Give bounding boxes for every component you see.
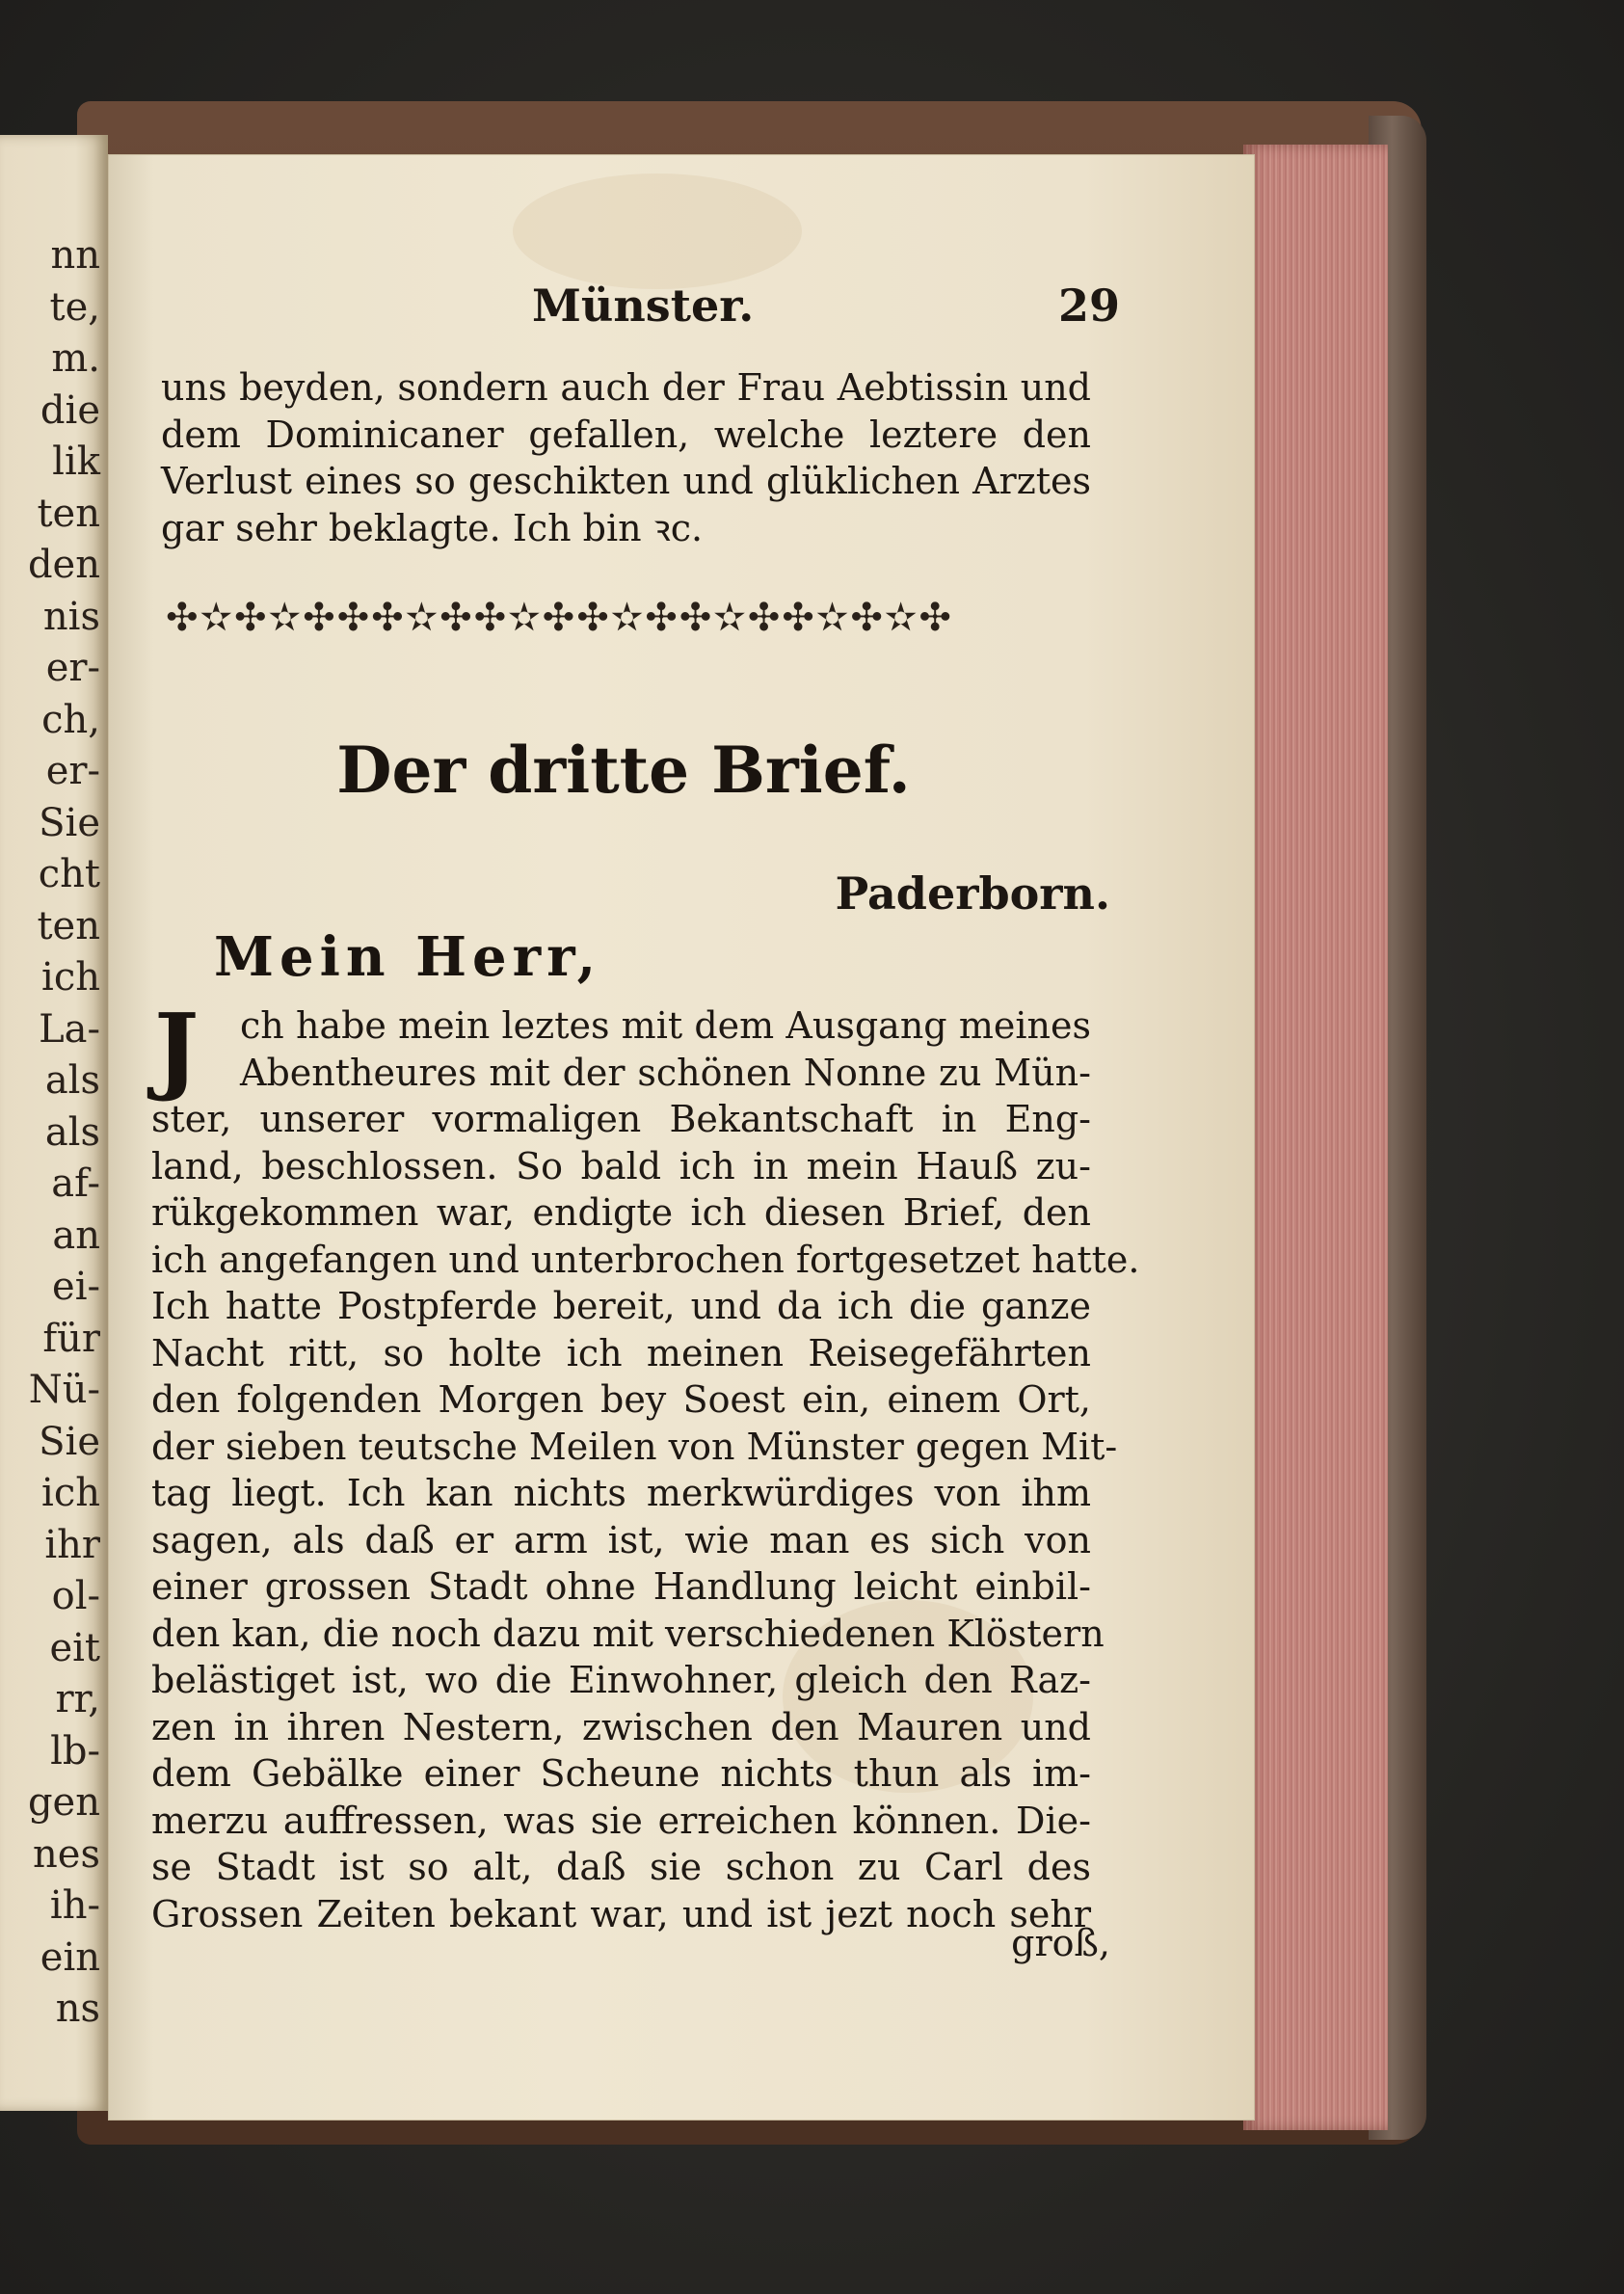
text-line: einer grossen Stadt ohne Handlung leicht einbil- — [151, 1565, 1091, 1608]
text-line: zen in ihren Nestern, zwischen den Mauren und — [151, 1705, 1091, 1748]
facing-page-fragment: ei- — [52, 1265, 100, 1309]
text-line: tag liegt. Ich kan nichts merkwürdiges von ihm — [151, 1472, 1091, 1514]
text-line: Nacht ritt, so holte ich meinen Reisegefährten — [151, 1331, 1091, 1374]
facing-page-fragment: cht — [38, 852, 100, 896]
text-line: ster, unserer vormaligen Bekantschaft in Eng- — [151, 1098, 1091, 1140]
text-line: land, beschlossen. So bald ich in mein Hauß zu- — [151, 1144, 1091, 1187]
ornament-divider: ✣✫✣✫✣✣✣✫✣✣✫✣✣✫✣✣✫✣✣✫✣✫✣ — [166, 596, 953, 640]
text-line: Ich hatte Postpferde bereit, und da ich die ganze — [151, 1285, 1091, 1327]
text-line: dem Gebälke einer Scheune nichts thun als im- — [151, 1752, 1091, 1795]
text-line: Abentheures mit der schönen Nonne zu Mün- — [240, 1051, 1091, 1094]
text-line: gar sehr beklagte. Ich bin ꝛc. — [161, 506, 704, 549]
facing-page-fragment: den — [27, 543, 100, 587]
facing-page-fragment: ich — [41, 955, 100, 1000]
text-line: merzu auffressen, was sie erreichen können. Die- — [151, 1799, 1091, 1842]
text-line: se Stadt ist so alt, daß sie schon zu Carl des — [151, 1846, 1091, 1888]
facing-page-fragment: ns — [55, 1987, 100, 2031]
facing-page-fragment: Sie — [39, 800, 100, 845]
facing-page-fragment: ein — [40, 1934, 100, 1980]
facing-page-fragment: Sie — [39, 1419, 100, 1464]
text-line: den kan, die noch dazu mit verschiedenen Klöstern — [151, 1612, 1105, 1655]
text-line: ich angefangen und unterbrochen fortgesetzet hatte. — [151, 1238, 1140, 1281]
facing-page-fragment: an — [52, 1213, 100, 1258]
letter-salutation: Mein Herr, — [214, 925, 602, 989]
facing-page-fragment: Nü- — [28, 1368, 100, 1412]
facing-page-fragment: ch, — [41, 697, 100, 742]
facing-page-fragment: ol- — [51, 1574, 100, 1618]
facing-page-fragment: lik — [52, 440, 100, 484]
page-number: 29 — [1057, 280, 1120, 332]
facing-page-fragment: lb- — [50, 1728, 100, 1774]
text-line: Grossen Zeiten bekant war, und ist jezt noch sehr — [151, 1892, 1091, 1935]
book-page — [108, 154, 1255, 2121]
text-line: ch habe mein leztes mit dem Ausgang meines — [240, 1004, 1091, 1047]
facing-page-fragment: ten — [37, 491, 100, 536]
facing-page-fragment: nes — [33, 1831, 100, 1877]
facing-page-fragment: als — [44, 1058, 100, 1103]
facing-page-fragment: te, — [49, 284, 100, 330]
letter-place: Paderborn. — [835, 867, 1110, 920]
facing-page-fragment: als — [44, 1109, 100, 1155]
text-line: Verlust eines so geschikten und glüklichen Arztes — [161, 460, 1091, 502]
facing-page-fragment: m. — [51, 336, 100, 381]
facing-page-fragment: ih- — [49, 1883, 100, 1928]
text-line: der sieben teutsche Meilen von Münster gegen Mit- — [151, 1425, 1118, 1468]
facing-page-fragment: ihr — [44, 1522, 100, 1567]
drop-cap: J — [154, 994, 200, 1105]
facing-page-fragment: rr, — [55, 1677, 100, 1721]
page-header — [108, 280, 1255, 347]
facing-page-fragment: die — [40, 387, 100, 433]
text-line: den folgenden Morgen bey Soest ein, einem Ort, — [151, 1378, 1091, 1421]
facing-page-fragment: gen — [27, 1780, 100, 1825]
text-line: belästiget ist, wo die Einwohner, gleich den Raz- — [151, 1659, 1091, 1701]
paragraph-continued — [161, 364, 1091, 551]
text-line: rükgekommen war, endigte ich diesen Brief, den — [151, 1191, 1091, 1234]
chapter-title: Der dritte Brief. — [336, 733, 911, 808]
facing-page-fragment: nis — [42, 594, 100, 639]
running-title: Münster. — [532, 280, 755, 332]
facing-page-fragment: ich — [41, 1471, 100, 1515]
facing-page-fragment: ten — [37, 903, 100, 948]
facing-page-fragment: La- — [39, 1006, 100, 1052]
facing-page-fragment: er- — [45, 646, 100, 690]
catchword: groß, — [1011, 1922, 1110, 1964]
facing-page-fragment: eit — [49, 1625, 100, 1670]
text-line: sagen, als daß er arm ist, wie man es sich von — [151, 1518, 1091, 1561]
facing-page-fragment: nn — [50, 233, 100, 278]
paper-stain — [513, 173, 802, 289]
text-line: uns beyden, sondern auch der Frau Aebtissin und — [161, 366, 1091, 409]
letter-body — [151, 994, 1140, 1937]
facing-page-fragment: für — [42, 1316, 100, 1361]
facing-page-fragment: er- — [45, 749, 100, 793]
facing-page-fragment: af- — [51, 1161, 100, 1206]
page-edges-red — [1243, 145, 1388, 2130]
previous-page-edge — [0, 135, 108, 2111]
text-line: dem Dominicaner gefallen, welche leztere den — [161, 413, 1091, 456]
